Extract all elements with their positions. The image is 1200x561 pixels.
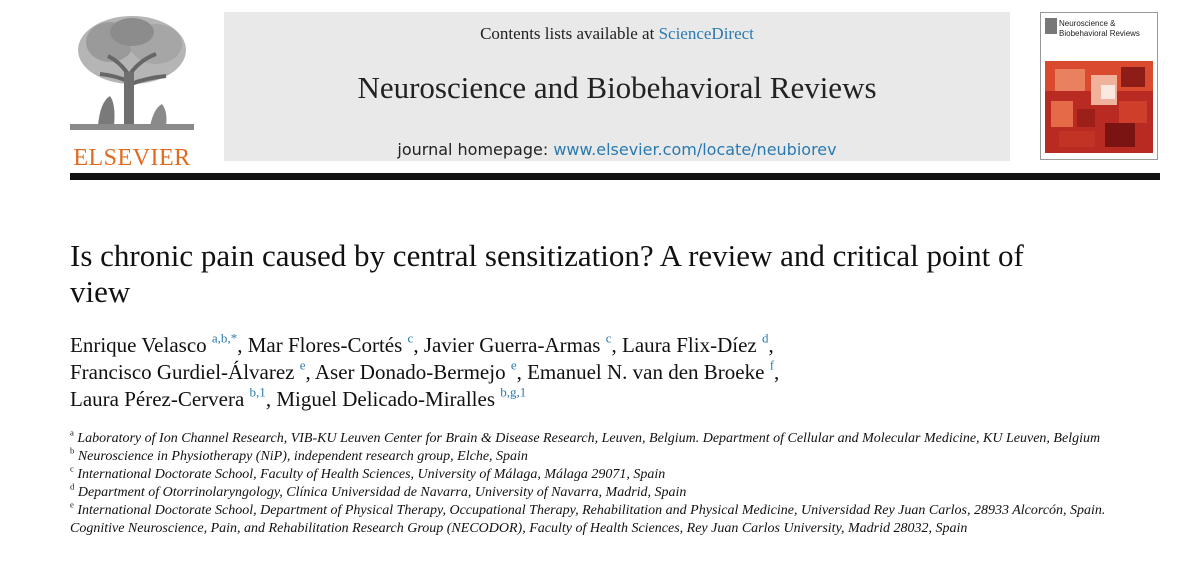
cover-artwork (1045, 61, 1153, 153)
journal-cover-thumbnail[interactable] (1040, 12, 1158, 160)
author-name[interactable]: Francisco Gurdiel-Álvarez (70, 360, 295, 384)
homepage-prefix: journal homepage: (397, 140, 554, 159)
affiliation-label: b (70, 445, 75, 456)
cover-title: Neuroscience & Biobehavioral Reviews (1059, 19, 1140, 38)
journal-title[interactable]: Neuroscience and Biobehavioral Reviews (357, 70, 877, 105)
header-rule (70, 173, 1160, 180)
article-title: Is chronic pain caused by central sensitization? A review and critical point of view (70, 238, 1024, 309)
author (622, 330, 774, 357)
contents-prefix: Contents lists available at (480, 24, 659, 43)
contents-line (224, 24, 1010, 44)
author-list (70, 332, 1170, 413)
affiliation-label: e (70, 499, 74, 510)
author-affiliation-marks[interactable]: d (761, 330, 769, 346)
author-name[interactable]: Aser Donado-Bermejo (314, 360, 506, 384)
author-affiliation-marks[interactable]: b,g,1 (500, 384, 527, 400)
author (423, 330, 623, 357)
affiliation-item (70, 499, 1110, 538)
author (276, 384, 527, 411)
author (70, 330, 248, 357)
author-affiliation-marks[interactable]: e (510, 357, 517, 373)
affiliation-list (70, 427, 1110, 538)
author-separator: , (265, 387, 277, 411)
author-affiliation-marks[interactable]: e (299, 357, 306, 373)
author-affiliation-marks[interactable]: b,1 (249, 384, 266, 400)
affiliation-item (70, 445, 1110, 466)
cover-publisher-logo (1045, 18, 1057, 34)
affiliation-item (70, 481, 1110, 502)
author-affiliation-marks[interactable]: c (407, 330, 414, 346)
author-separator: , (305, 360, 315, 384)
author-separator: , (237, 333, 248, 357)
publisher-logo (70, 12, 194, 171)
affiliation-text: Neuroscience in Physiotherapy (NiP), independent research group, Elche, Spain (77, 449, 528, 464)
author-separator: , (611, 333, 623, 357)
author-separator: , (516, 360, 528, 384)
author-separator: , (413, 333, 424, 357)
author-name[interactable]: Mar Flores-Cortés (247, 333, 403, 357)
homepage-line (224, 140, 1010, 159)
elsevier-tree-icon (70, 12, 194, 134)
affiliation-text: Laboratory of Ion Channel Research, VIB-KU Leuven Center for Brain & Disease Research, Leuven, Belgium. Department of Cellular and Molecular Medicine, KU Leuven, Belgium (77, 431, 1101, 446)
author-name[interactable]: Javier Guerra-Armas (423, 333, 601, 357)
author (314, 357, 528, 384)
publisher-wordmark: ELSEVIER (73, 145, 191, 171)
sciencedirect-link[interactable]: ScienceDirect (658, 24, 754, 43)
affiliation-label: a (70, 427, 74, 438)
author-affiliation-marks[interactable]: f (769, 357, 775, 373)
affiliation-item (70, 427, 1110, 448)
author-name[interactable]: Enrique Velasco (70, 333, 207, 357)
affiliation-item (70, 463, 1110, 484)
author (527, 357, 780, 384)
author-name[interactable]: Laura Pérez-Cervera (70, 387, 245, 411)
author-separator: , (774, 360, 780, 384)
author (247, 330, 424, 357)
affiliation-label: d (70, 481, 75, 492)
affiliation-text: International Doctorate School, Department of Physical Therapy, Occupational Therapy, Rehabilitation and Physical Medicine, Universidad Rey Juan Carlos, 28933 Alcorcón, Spain. Cognitive Neuroscience, Pain, and Rehabilitation Research Group (NECODOR), Faculty of Health Sciences, Rey Juan Carlos University, Madrid 28032, Spain (70, 503, 1106, 536)
affiliation-text: International Doctorate School, Faculty of Health Sciences, University of Málaga, Málaga 29071, Spain (77, 467, 666, 482)
author-affiliation-marks[interactable]: a,b,* (211, 330, 238, 346)
author-affiliation-marks[interactable]: c (605, 330, 612, 346)
affiliation-text: Department of Otorrinolaryngology, Clínica Universidad de Navarra, University of Navarra, Madrid, Spain (77, 485, 687, 500)
journal-banner (224, 12, 1010, 161)
author-name[interactable]: Emanuel N. van den Broeke (527, 360, 765, 384)
journal-homepage-link[interactable]: www.elsevier.com/locate/neubiorev (553, 140, 837, 159)
author-name[interactable]: Miguel Delicado-Miralles (276, 387, 496, 411)
author (70, 357, 315, 384)
author-name[interactable]: Laura Flix-Díez (622, 333, 757, 357)
author-separator: , (768, 333, 774, 357)
affiliation-label: c (70, 463, 74, 474)
author (70, 384, 277, 411)
